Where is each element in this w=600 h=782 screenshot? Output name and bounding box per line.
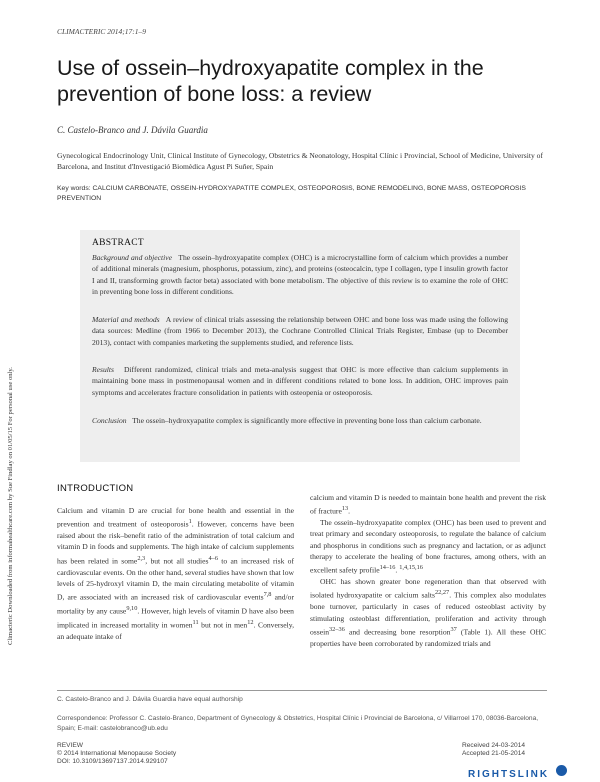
citation-ref: 2,3 <box>137 554 146 562</box>
intro-paragraph: calcium and vitamin D is needed to maintain bone health and prevent the risk of fracture$^{13}$. <box>310 493 546 516</box>
introduction-right-column <box>310 492 546 649</box>
citation-ref: 11 <box>192 618 199 626</box>
citation-ref: 9,10 <box>126 604 138 612</box>
article-title: Use of ossein–hydroxyapatite complex in the prevention of bone loss: a review <box>57 56 484 106</box>
citation-ref: 1 <box>188 518 192 526</box>
download-notice <box>2 205 24 645</box>
introduction-left-column <box>57 505 294 642</box>
conclusion-label: Conclusion <box>92 416 127 425</box>
conclusion-text: The ossein–hydroxyapatite complex is significantly more effective in preventing bone loss than calcium carbonate. <box>132 416 482 425</box>
intro-paragraph: Calcium and vitamin D are crucial for bone health and essential in the prevention and treatment of osteoporosis$^1$. However, concerns have been raised about the risk–benefit ratio of the administration of total calcium and vitamin D in foods and supplements. The high intake of calcium supplements has been related in some$^{2,3}$, but not all studies$^{4-6}$ to an increased risk of cardiovascular events. On the other hand, several studies have shown that low levels of 25-hydroxyl vitamin D, the main circulating metabolite of vitamin D, are associated with an increased risk of cardiovascular events$^{7,8}$ and/or mortality by any cause$^{9,10}$. However, high levels of vitamin D have also been implicated in increased mortality in women$^{11}$ but not in men$^{12}$. Conversely, an adequate intake of <box>57 506 295 641</box>
citation-ref: 4–6 <box>208 554 218 562</box>
intro-paragraph: The ossein–hydroxyapatite complex (OHC) has been used to prevent and treat primary and secondary osteoporosis, to regulate the balance of calcium and phosphorus in conditions such as pregnancy and lactation, or as adjunct therapy to accelerate the healing of bone fractures, among others, with an excellent safety profile$^{14-16}$. $^{1,4,15,16}$ <box>310 518 546 575</box>
author-list: C. Castelo-Branco and J. Dávila Guardia <box>57 125 208 135</box>
results-label: Results <box>92 365 114 374</box>
accepted-date: Accepted 21-05-2014 <box>462 750 526 757</box>
article-type: REVIEW <box>57 742 84 749</box>
citation-ref: 32–36 <box>328 625 345 633</box>
citation-ref: 12 <box>247 618 254 626</box>
footnote-divider <box>57 690 547 691</box>
abstract-methods <box>92 314 508 348</box>
rightslink-badge-icon <box>556 765 567 776</box>
citation-ref: 37 <box>450 625 457 633</box>
citation-ref: 22,27 <box>434 589 450 597</box>
methods-label: Material and methods <box>92 315 160 324</box>
download-notice-text: Climacteric Downloaded from informahealthcare.com by Sue Findlay on 01/05/15 For personal use only. <box>7 367 14 645</box>
abstract-results <box>92 364 508 398</box>
background-text: The ossein–hydroxyapatite complex (OHC) is a microcrystalline form of calcium which provides a number of additional minerals (magnesium, phosphorus, potassium, zinc), and proteins (osteocalcin, type I collagen, type I insulin growth factor I and II, transforming growth factor beta) associated with bone metabolism. The objective of this review is to examine the role of OHC in preventing bone loss in different conditions. <box>92 253 508 297</box>
footer-dates <box>462 742 525 758</box>
keywords <box>57 184 557 204</box>
abstract-heading: ABSTRACT <box>92 238 145 248</box>
correspondence-note: Correspondence: Professor C. Castelo-Branco, Department of Gynecology & Obstetrics, Hospital Clínic i Provincial de Barcelona, c/ Villarroel 170, 08036-Barcelona, Spain; E-mail: castelobranco@ub.edu <box>57 715 539 732</box>
methods-text: A review of clinical trials assessing the relationship between OHC and bone loss was made using the following data sources: Medline (from 1966 to December 2013), the Cochrane Controlled Clinical Trials Register, Embase (up to December 2013), contact with companies marketing the supplements studied, and reference lists. <box>92 315 509 347</box>
citation-ref: 7,8 <box>263 591 272 599</box>
introduction-heading: INTRODUCTION <box>57 483 134 494</box>
abstract-background <box>92 252 508 298</box>
citation-ref: 14–16 <box>379 564 396 572</box>
intro-paragraph: OHC has shown greater bone regeneration than that observed with isolated hydroxyapatite or calcium salts$^{22,27}$. This complex also modulates bone turnover, particularly in cases of reduced osteoblast activity by stimulating osteoblast differentiation, proliferation and activity through ossein$^{32-36}$ and decreasing bone resorption$^{37}$ (Table 1). All these OHC properties have been corroborated by randomized trials and <box>310 577 547 648</box>
keywords-label: Key words: <box>57 185 91 192</box>
keywords-list: CALCIUM CARBONATE, OSSEIN-HYDROXYAPATITE COMPLEX, OSTEOPOROSIS, BONE REMODELING, BONE MASS, OSTEOPOROSIS PREVENTION <box>57 185 526 202</box>
abstract-conclusion <box>92 415 508 426</box>
citation-ref: 1,4,15,16 <box>399 564 423 572</box>
rightslink-logo[interactable] <box>468 764 574 778</box>
citation-ref: 13 <box>341 505 349 513</box>
doi: DOI: 10.3109/13697137.2014.929107 <box>57 758 168 765</box>
received-date: Received 24-03-2014 <box>462 742 526 749</box>
copyright: © 2014 International Menopause Society <box>57 750 177 757</box>
affiliation: Gynecological Endocrinology Unit, Clinical Institute of Gynecology, Obstetrics & Neonatology, Hospital Clínic i Provincial, School of Medicine, University of Barcelona, and Institut d'Investigació Biomèdica Agust Pi Suñer, Spain <box>57 151 543 171</box>
background-label: Background and objective <box>92 253 172 262</box>
results-text: Different randomized, clinical trials and meta-analysis suggest that OHC is more effective than calcium supplements in maintaining bone mass in postmenopausal women and in different conditions related to bone loss. In addition, OHC improves pain symptoms and accelerates fracture consolidation in patients with osteopenia or osteoporosis. <box>92 365 508 397</box>
footer-publication-info <box>57 742 176 766</box>
equal-authorship-note: C. Castelo-Branco and J. Dávila Guardia have equal authorship <box>57 696 243 703</box>
journal-citation: CLIMACTERIC 2014;17:1–9 <box>57 27 146 36</box>
rightslink-logo-text: RIGHTSLINK <box>468 769 550 780</box>
